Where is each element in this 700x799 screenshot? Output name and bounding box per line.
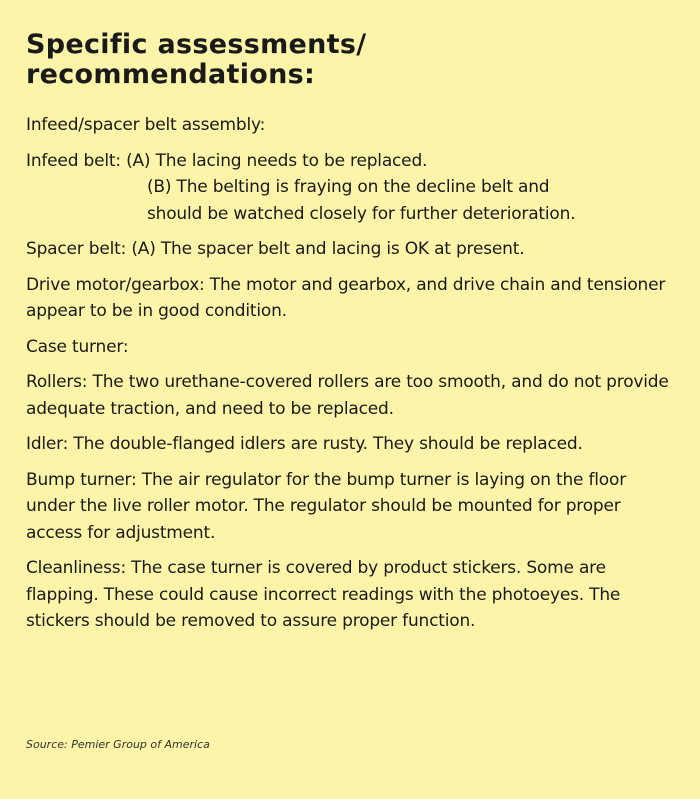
case-turner-heading: Case turner: (26, 336, 129, 357)
rollers-text: The two urethane-covered rollers are too smooth, and do not provide adequate traction, and need to be replaced. (26, 372, 669, 419)
infeed-belt-entry (26, 148, 674, 228)
idler-entry (26, 431, 674, 458)
drive-motor-entry (26, 272, 674, 325)
spacer-belt-label: Spacer belt: (26, 239, 132, 259)
cleanliness-label: Cleanliness: (26, 558, 132, 578)
cleanliness-entry (26, 555, 674, 635)
spacer-belt-text: (A) The spacer belt and lacing is OK at present. (131, 239, 525, 259)
infeed-belt-label: Infeed belt: (26, 150, 127, 171)
idler-label: Idler: (26, 434, 74, 454)
idler-text: The double-flanged idlers are rusty. They should be replaced. (73, 434, 583, 454)
bump-turner-label: Bump turner: (26, 469, 142, 490)
rollers-entry (26, 369, 674, 422)
drive-motor-label: Drive motor/gearbox: (26, 274, 210, 295)
cleanliness-text: The case turner is covered by product stickers. Some are flapping. These could cause incorrect readings with the photoeyes. The stickers should be removed to assure proper function. (26, 558, 621, 631)
title-line-2: recommendations: (26, 59, 316, 90)
rollers-label: Rollers: (26, 372, 93, 392)
bump-turner-text: The air regulator for the bump turner is laying on the floor under the live roller motor. The regulator should be mounted for proper access for adjustment. (26, 469, 626, 543)
title-line-1: Specific assessments/ (26, 29, 367, 60)
infeed-belt-item-b-line-1: (B) The belting is fraying on the decline belt and (147, 177, 550, 197)
source-credit: Source: Pemier Group of America (26, 738, 210, 751)
infeed-spacer-heading: Infeed/spacer belt assembly: (26, 115, 266, 135)
infeed-belt-item-b-line-2: should be watched closely for further deterioration. (147, 203, 576, 224)
bump-turner-entry (26, 467, 674, 547)
drive-motor-text: The motor and gearbox, and drive chain and tensioner appear to be in good condition. (26, 274, 666, 321)
infeed-belt-item-a: (A) The lacing needs to be replaced. (126, 150, 428, 171)
spacer-belt-entry (26, 236, 674, 263)
panel-title (26, 30, 674, 90)
